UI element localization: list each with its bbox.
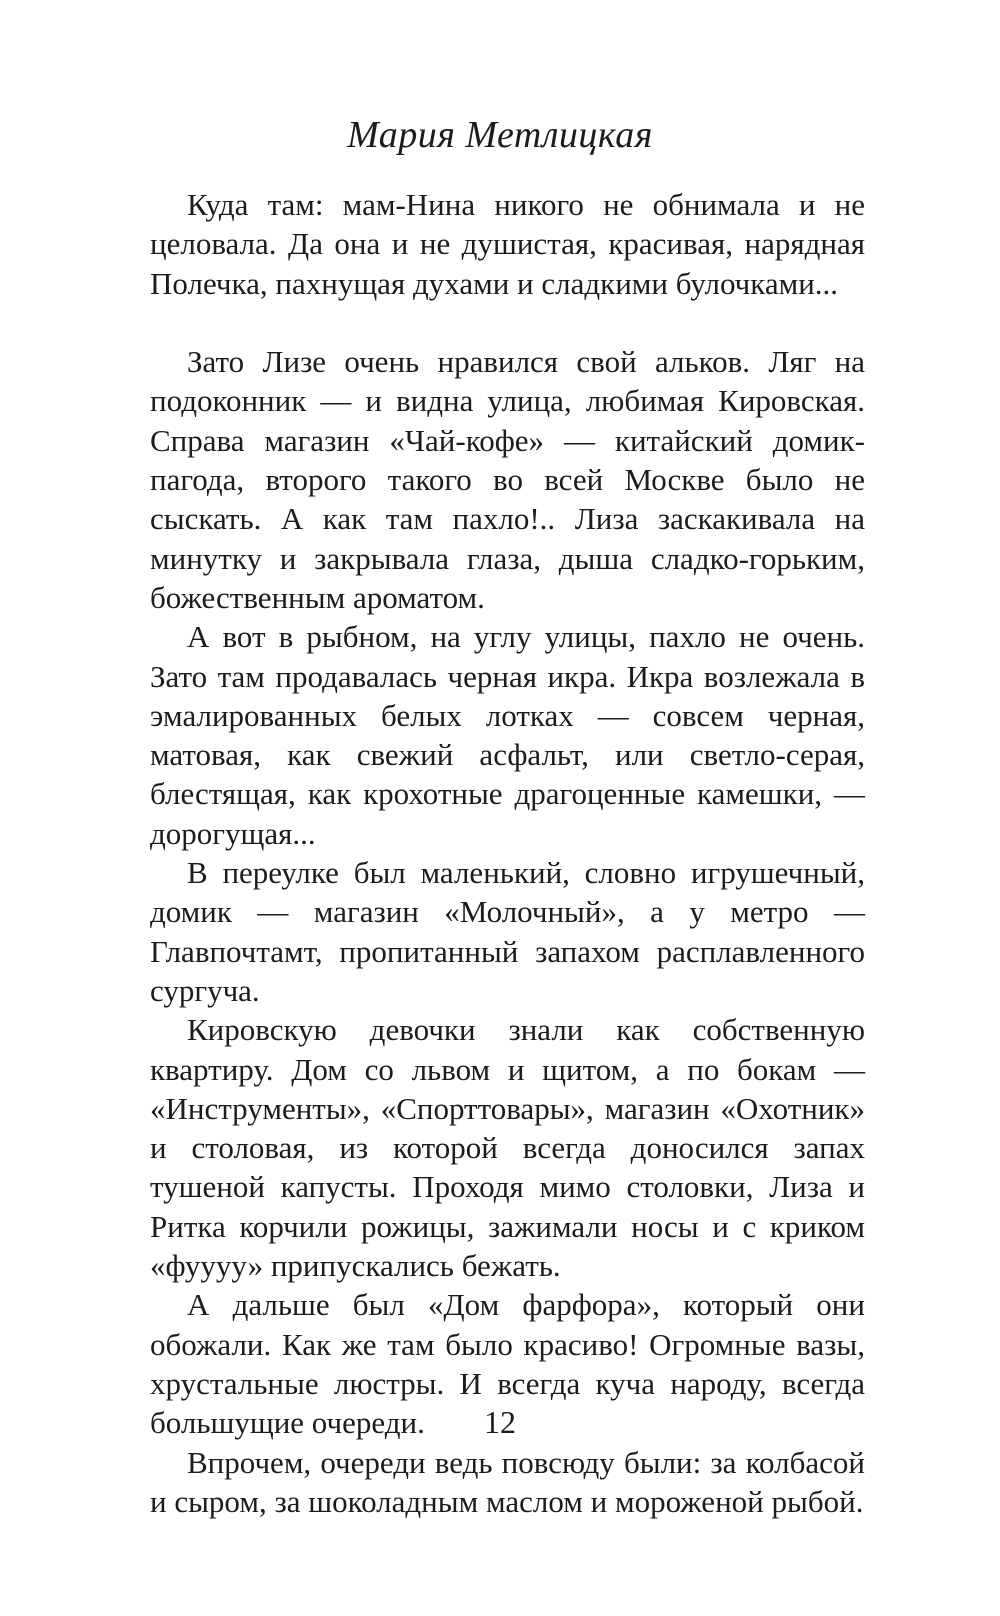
paragraph: Кировскую девочки знали как собственную квартиру. Дом со львом и щитом, а по бокам — «Инструменты», «Спорттовары», магазин «Охотник» и столовая, из которой всегда доносился запах тушеной капусты. Проходя мимо столовки, Лиза и Ритка корчили рожицы, зажимали носы и с криком «фуууу» припускались бежать.	[150, 1012, 865, 1284]
page-number: 12	[484, 1404, 516, 1440]
paragraph: А дальше был «Дом фарфора», который они обожали. Как же там было красиво! Огромные вазы, хрустальные люстры. И всегда куча народу, всегда большущие очереди.	[150, 1287, 865, 1441]
paragraph: Куда там: мам-Нина никого не обнимала и не целовала. Да она и не душистая, красивая, нарядная Полечка, пахнущая духами и сладкими булочками...	[150, 187, 865, 301]
paragraph: Впрочем, очереди ведь повсюду были: за колбасой и сыром, за шоколадным маслом и мороженой рыбой.	[150, 1444, 865, 1519]
running-head: Мария Метлицкая	[347, 114, 653, 156]
paragraph: Зато Лизе очень нравился свой альков. Ляг на подоконник — и видна улица, любимая Кировская. Справа магазин «Чай-кофе» — китайский домик-пагода, второго такого во всей Москве было не сыскать. А как там пахло!.. Лиза заскакивала на минутку и закрывала глаза, дыша сладко-горьким, божественным ароматом.	[150, 344, 865, 615]
body-text	[150, 185, 865, 1521]
paragraph: А вот в рыбном, на углу улицы, пахло не очень. Зато там продавалась черная икра. Икра возлежала в эмалированных белых лотках — совсем черная, матовая, как свежий асфальт, или светло-серая, блестящая, как крохотные драгоценные камешки, — дорогущая...	[150, 619, 865, 851]
paragraph: В переулке был маленький, словно игрушечный, домик — магазин «Молочный», а у метро — Главпочтамт, пропитанный запахом расплавленного сургуча.	[150, 855, 865, 1008]
